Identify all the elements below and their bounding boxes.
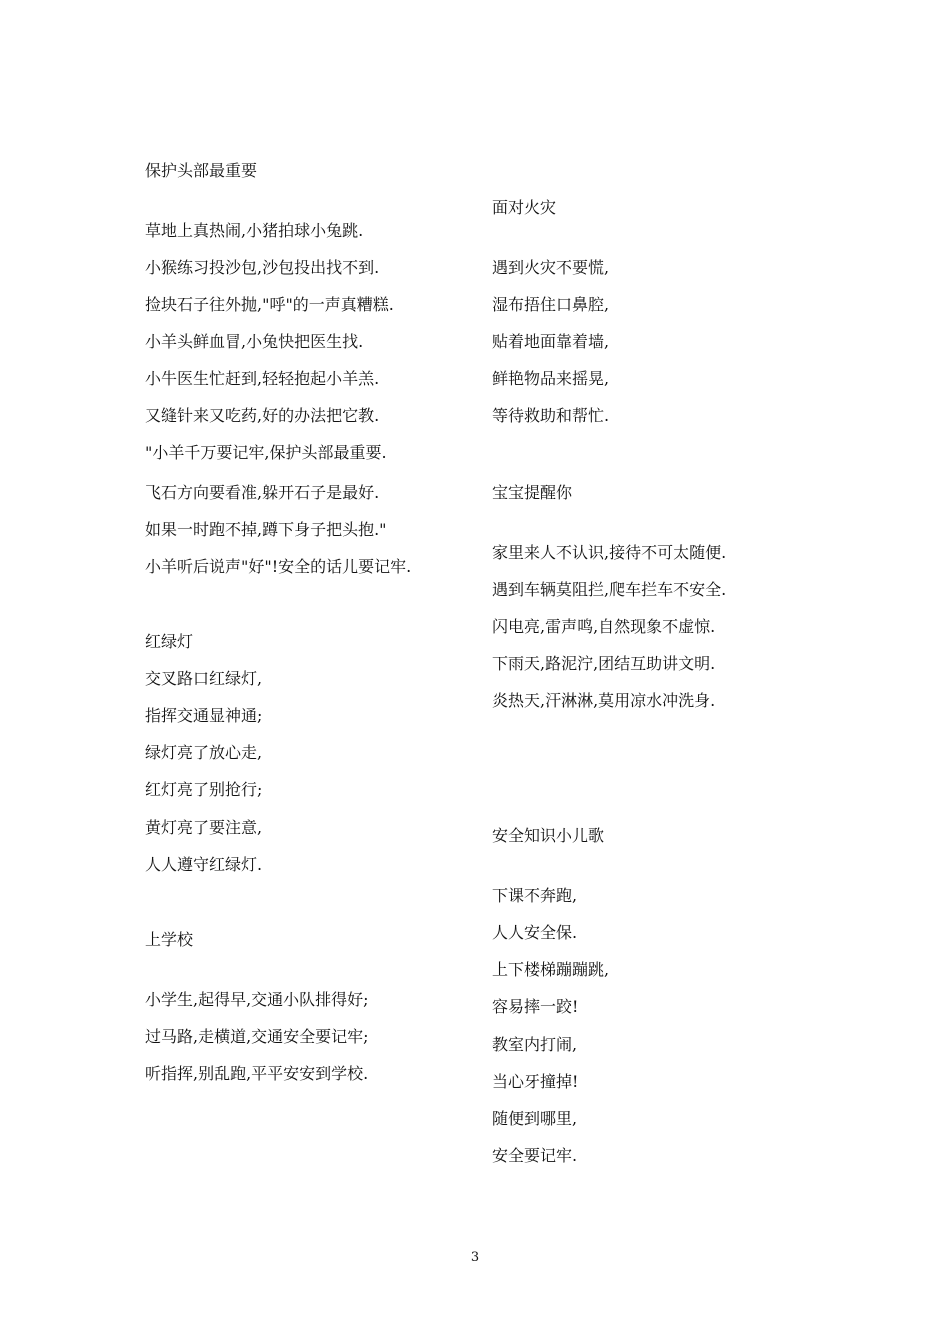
- poem-title: 安全知识小儿歌: [492, 826, 605, 845]
- poem-line: 听指挥,别乱跑,平平安安到学校.: [145, 1064, 369, 1083]
- poem-line: 人人安全保.: [492, 923, 578, 942]
- poem-line: 交叉路口红绿灯,: [145, 669, 263, 688]
- poem-line: 小牛医生忙赶到,轻轻抱起小羊羔.: [145, 369, 380, 388]
- poem-line: 如果一时跑不掉,蹲下身子把头抱.": [145, 520, 387, 539]
- poem-line: 教室内打闹,: [492, 1035, 578, 1054]
- poem-line: 捡块石子往外抛,"呼"的一声真糟糕.: [145, 295, 394, 314]
- poem-line: 鲜艳物品来摇晃,: [492, 369, 610, 388]
- poem-line: 指挥交通显神通;: [145, 706, 263, 725]
- poem-line: 草地上真热闹,小猪拍球小兔跳.: [145, 221, 364, 240]
- poem-line: 小羊头鲜血冒,小兔快把医生找.: [145, 332, 364, 351]
- poem-line: 闪电亮,雷声鸣,自然现象不虚惊.: [492, 617, 716, 636]
- poem-title: 面对火灾: [492, 198, 557, 217]
- poem-title: 保护头部最重要: [145, 161, 258, 180]
- poem-line: 炎热天,汗淋淋,莫用凉水冲洗身.: [492, 691, 716, 710]
- poem-line: 下雨天,路泥泞,团结互助讲文明.: [492, 654, 716, 673]
- poem-line: 随便到哪里,: [492, 1109, 578, 1128]
- poem-title: 上学校: [145, 930, 194, 949]
- poem-line: 上下楼梯蹦蹦跳,: [492, 960, 610, 979]
- poem-line: 过马路,走横道,交通安全要记牢;: [145, 1027, 369, 1046]
- poem-line: 当心牙撞掉!: [492, 1072, 579, 1091]
- poem-line: 绿灯亮了放心走,: [145, 743, 263, 762]
- poem-line: 红灯亮了别抢行;: [145, 780, 263, 799]
- poem-line: 遇到火灾不要慌,: [492, 258, 610, 277]
- poem-line: 小猴练习投沙包,沙包投出找不到.: [145, 258, 380, 277]
- poem-line: 家里来人不认识,接待不可太随便.: [492, 543, 727, 562]
- poem-line: 遇到车辆莫阻拦,爬车拦车不安全.: [492, 580, 727, 599]
- poem-line: 飞石方向要看准,躲开石子是最好.: [145, 483, 380, 502]
- poem-line: 下课不奔跑,: [492, 886, 578, 905]
- poem-line: 小学生,起得早,交通小队排得好;: [145, 990, 369, 1009]
- poem-line: 黄灯亮了要注意,: [145, 818, 263, 837]
- poem-line: 又缝针来又吃药,好的办法把它教.: [145, 406, 380, 425]
- page-number: 3: [470, 1250, 480, 1265]
- poem-title: 红绿灯: [145, 632, 194, 651]
- poem-line: 容易摔一跤!: [492, 997, 579, 1016]
- poem-line: 安全要记牢.: [492, 1146, 578, 1165]
- poem-line: 人人遵守红绿灯.: [145, 855, 263, 874]
- poem-title: 宝宝提醒你: [492, 483, 573, 502]
- poem-line: 贴着地面靠着墙,: [492, 332, 610, 351]
- poem-line: 湿布捂住口鼻腔,: [492, 295, 610, 314]
- poem-line: 等待救助和帮忙.: [492, 406, 610, 425]
- poem-line: 小羊听后说声"好"!安全的话儿要记牢.: [145, 557, 412, 576]
- poem-line: "小羊千万要记牢,保护头部最重要.: [145, 443, 387, 462]
